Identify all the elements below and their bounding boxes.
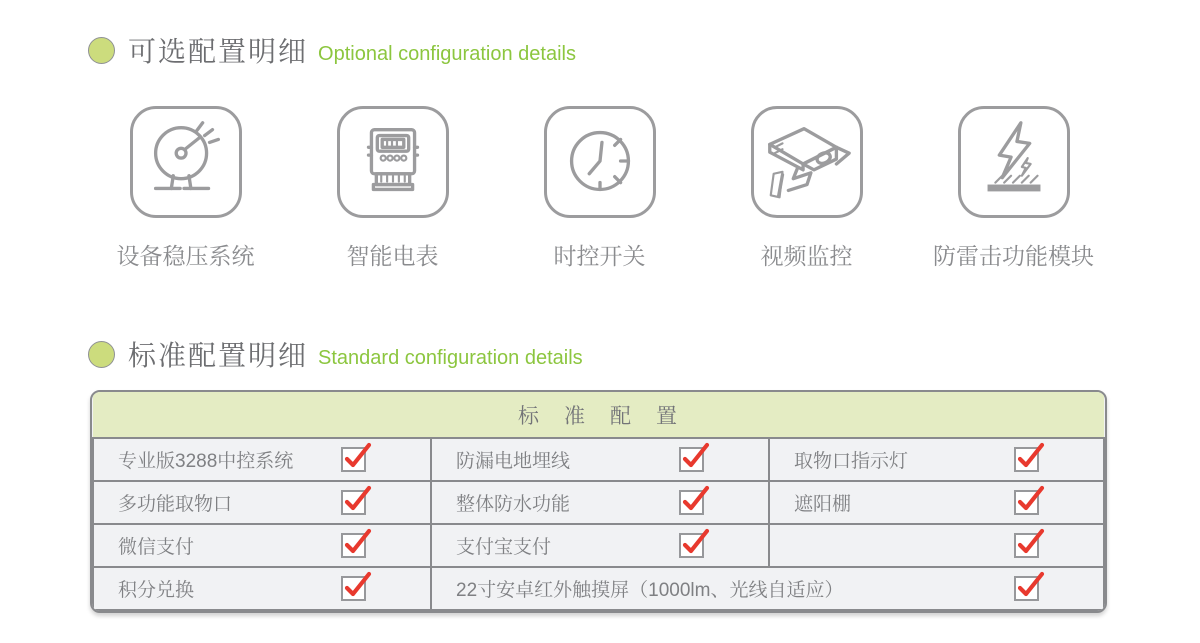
config-item-label: 多功能取物口 xyxy=(118,494,233,515)
checkbox-checked[interactable] xyxy=(679,533,704,558)
check-icon xyxy=(343,485,371,513)
config-cell xyxy=(431,481,769,524)
checkbox-checked[interactable] xyxy=(679,447,704,472)
optional-section-subtitle: Optional configuration details xyxy=(318,42,576,65)
check-icon xyxy=(1016,485,1044,513)
config-cell xyxy=(431,524,769,567)
config-item-label: 防漏电地埋线 xyxy=(456,451,571,472)
config-cell xyxy=(769,481,1104,524)
config-cell xyxy=(93,567,431,610)
check-icon xyxy=(1016,528,1044,556)
timer-switch-icon xyxy=(544,106,656,218)
section-bullet-icon xyxy=(88,37,115,64)
optional-item-label: 时控开关 xyxy=(553,243,646,269)
config-item-label: 专业版3288中控系统 xyxy=(118,451,294,472)
checkbox-checked[interactable] xyxy=(1014,576,1039,601)
optional-items-row xyxy=(82,106,1118,271)
checkbox-checked[interactable] xyxy=(341,533,366,558)
checkbox-checked[interactable] xyxy=(341,490,366,515)
table-row xyxy=(93,438,1104,481)
optional-item-label: 视频监控 xyxy=(760,243,853,269)
checkbox-checked[interactable] xyxy=(1014,533,1039,558)
check-icon xyxy=(343,528,371,556)
optional-item-voltage-stabilizer xyxy=(82,106,289,271)
config-item-label: 整体防水功能 xyxy=(456,494,571,515)
optional-section-header xyxy=(88,30,576,70)
optional-item-cctv xyxy=(703,106,910,271)
standard-section-title: 标准配置明细 xyxy=(128,340,309,371)
optional-section-title: 可选配置明细 xyxy=(128,36,309,67)
voltage-stabilizer-icon xyxy=(130,106,242,218)
smart-meter-icon xyxy=(337,106,449,218)
optional-item-label: 智能电表 xyxy=(346,243,439,269)
checkbox-checked[interactable] xyxy=(1014,447,1039,472)
checkbox-checked[interactable] xyxy=(341,447,366,472)
optional-item-timer-switch xyxy=(496,106,703,271)
config-cell xyxy=(431,567,1104,610)
table-header: 标 准 配 置 xyxy=(93,392,1104,438)
optional-item-label: 设备稳压系统 xyxy=(116,243,255,269)
lightning-protection-icon xyxy=(958,106,1070,218)
standard-section-subtitle: Standard configuration details xyxy=(318,346,583,369)
config-item-label: 取物口指示灯 xyxy=(794,451,909,472)
check-icon xyxy=(681,442,709,470)
cctv-camera-icon xyxy=(751,106,863,218)
check-icon xyxy=(681,485,709,513)
config-item-label: 遮阳棚 xyxy=(794,494,852,515)
config-item-label: 微信支付 xyxy=(118,537,195,558)
table-row xyxy=(93,567,1104,610)
config-item-label: 22寸安卓红外触摸屏（1000lm、光线自适应） xyxy=(456,580,844,601)
optional-item-label: 防雷击功能模块 xyxy=(933,243,1094,269)
table-row xyxy=(93,524,1104,567)
config-item-label: 积分兑换 xyxy=(118,580,195,601)
config-cell xyxy=(769,438,1104,481)
check-icon xyxy=(343,442,371,470)
standard-config-table xyxy=(90,390,1107,613)
checkbox-checked[interactable] xyxy=(679,490,704,515)
optional-item-smart-meter xyxy=(289,106,496,271)
standard-section-header xyxy=(88,334,583,374)
table-row xyxy=(93,481,1104,524)
check-icon xyxy=(343,571,371,599)
check-icon xyxy=(1016,442,1044,470)
check-icon xyxy=(681,528,709,556)
check-icon xyxy=(1016,571,1044,599)
config-item-label: 支付宝支付 xyxy=(456,537,552,558)
checkbox-checked[interactable] xyxy=(1014,490,1039,515)
checkbox-checked[interactable] xyxy=(341,576,366,601)
config-cell xyxy=(769,524,1104,567)
config-cell xyxy=(93,481,431,524)
config-cell xyxy=(93,524,431,567)
config-cell xyxy=(93,438,431,481)
section-bullet-icon xyxy=(88,341,115,368)
config-cell xyxy=(431,438,769,481)
optional-item-lightning-protection xyxy=(910,106,1117,271)
